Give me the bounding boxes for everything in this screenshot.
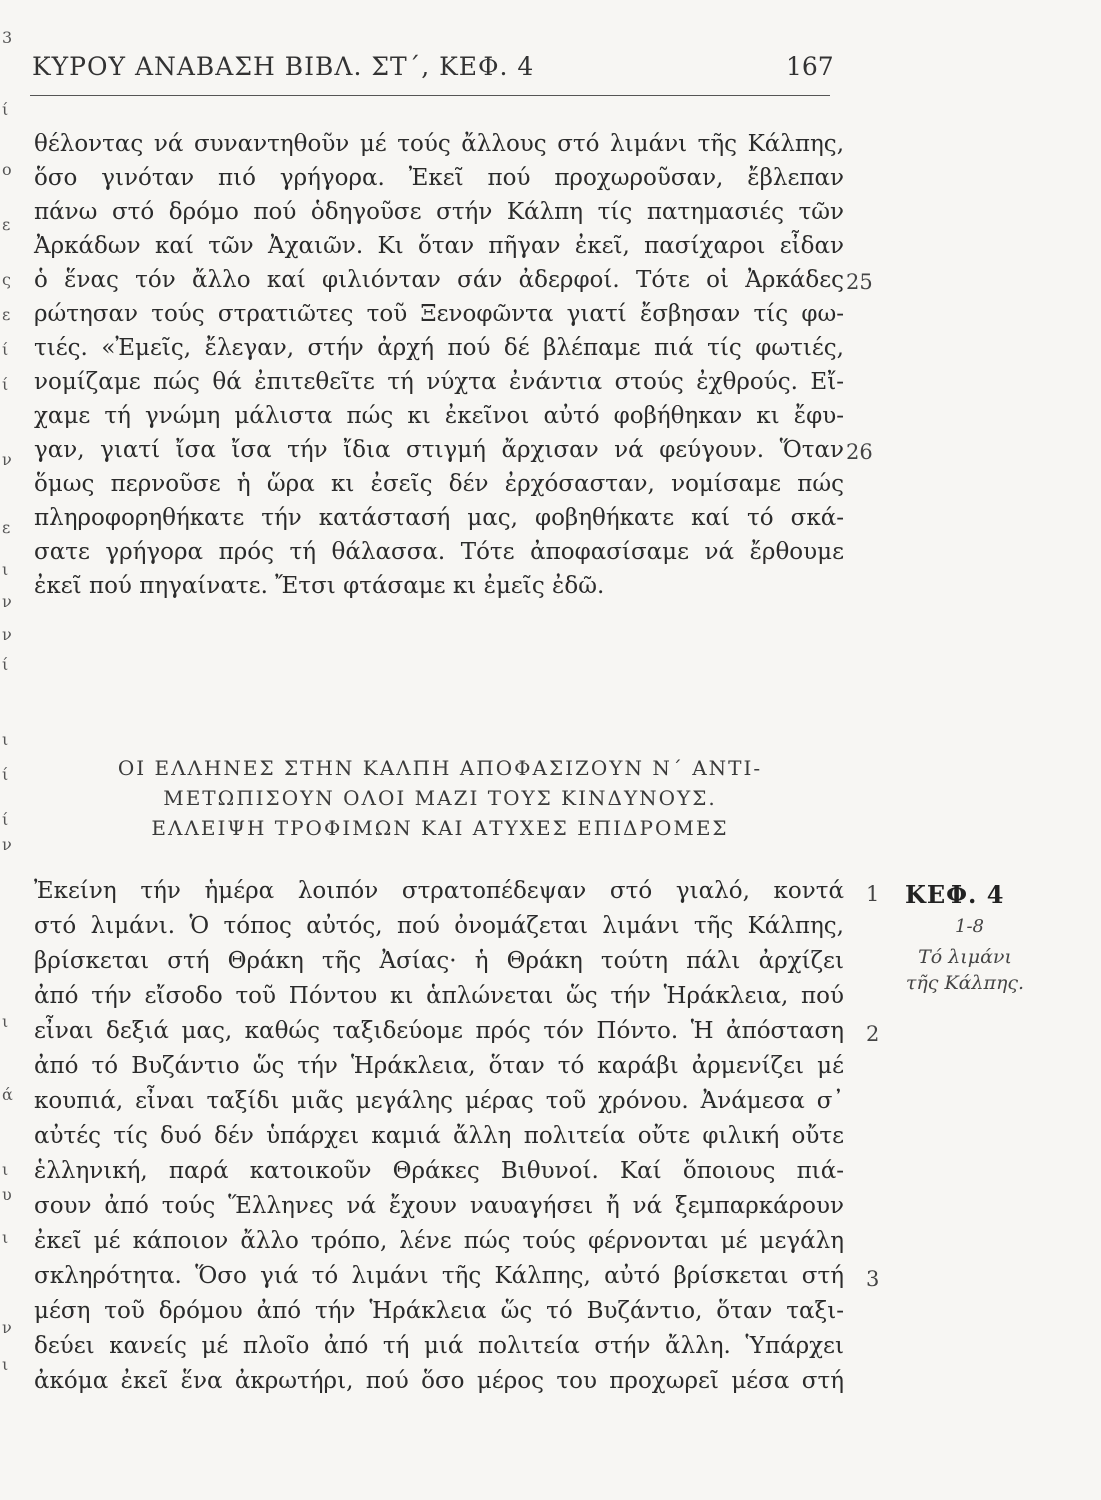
binding-edge-fragment: ν	[2, 592, 12, 611]
binding-edge-fragment: ι	[2, 1355, 9, 1374]
binding-edge-fragment: ο	[2, 160, 12, 179]
binding-edge-fragment: ι	[2, 730, 9, 749]
binding-edge-fragment: ν	[2, 835, 12, 854]
binding-edge-fragment: ά	[2, 1085, 13, 1104]
margin-section-range: 1-8	[955, 916, 984, 937]
text-line: ὅσο γινόταν πιό γρήγορα. Ἐκεῖ πού προχωροῦσαν, ἔβλεπαν	[34, 165, 844, 191]
text-line: στό λιμάνι. Ὁ τόπος αὐτός, πού ὀνομάζεται λιμάνι τῆς Κάλπης,	[34, 913, 844, 939]
binding-edge-fragment: ν	[2, 1318, 12, 1337]
text-line: ρώτησαν τούς στρατιῶτες τοῦ Ξενοφῶντα γιατί ἔσβησαν τίς φω-	[34, 301, 844, 327]
text-line: ὁ ἕνας τόν ἄλλο καί φιλιόνταν σάν ἀδερφοί. Τότε οἱ Ἀρκάδες	[34, 267, 844, 293]
text-line: γαν, γιατί ἴσα ἴσα τήν ἴδια στιγμή ἄρχισαν νά φεύγουν. Ὅταν	[34, 437, 844, 463]
chapter-heading-line-2: ΜΕΤΩΠΙΣΟΥΝ ΟΛΟΙ ΜΑΖΙ ΤΟΥΣ ΚΙΝΔΥΝΟΥΣ.	[163, 786, 717, 810]
text-line: κουπιά, εἶναι ταξίδι μιᾶς μεγάλης μέρας τοῦ χρόνου. Ἀνάμεσα σ᾽	[34, 1088, 844, 1114]
text-line: ἐκεῖ μέ κάποιον ἄλλο τρόπο, λένε πώς τούς φέρνονται μέ μεγάλη	[34, 1228, 844, 1254]
text-line: νομίζαμε πώς θά ἐπιτεθεῖτε τή νύχτα ἐνάντια στούς ἐχθρούς. Εἴ-	[34, 369, 844, 395]
text-line: πάνω στό δρόμο πού ὁδηγοῦσε στήν Κάλπη τίς πατημασιές τῶν	[34, 199, 844, 225]
binding-edge-fragment: ς	[2, 270, 11, 289]
margin-note-line-2: τῆς Κάλπης.	[905, 972, 1025, 994]
binding-edge-fragment: ι	[2, 1228, 9, 1247]
binding-edge-fragment: ε	[2, 215, 11, 234]
text-line: δεύει κανείς μέ πλοῖο ἀπό τή μιά πολιτεία στήν ἄλλη. Ὑπάρχει	[34, 1333, 844, 1359]
section-number-3: 3	[866, 1267, 880, 1291]
chapter-heading-line-3: ΕΛΛΕΙΨΗ ΤΡΟΦΙΜΩΝ ΚΑΙ ΑΤΥΧΕΣ ΕΠΙΔΡΟΜΕΣ	[151, 816, 729, 840]
line-number-26: 26	[846, 440, 873, 464]
page-number: 167	[786, 52, 834, 81]
text-line: σατε γρήγορα πρός τή θάλασσα. Τότε ἀποφασίσαμε νά ἔρθουμε	[34, 539, 844, 565]
binding-edge-fragment: ι	[2, 1012, 9, 1031]
binding-edge-fragment: υ	[2, 1185, 12, 1204]
binding-edge-fragment: ι	[2, 1160, 9, 1179]
binding-edge-fragment: ε	[2, 305, 11, 324]
section-number-2: 2	[866, 1022, 880, 1046]
text-line: χαμε τή γνώμη μάλιστα πώς κι ἐκεῖνοι αὐτό φοβήθηκαν κι ἔφυ-	[34, 403, 844, 429]
binding-edge-fragment: ν	[2, 450, 12, 469]
binding-edge-fragment: ί	[2, 340, 9, 359]
chapter-heading-line-1: ΟΙ ΕΛΛΗΝΕΣ ΣΤΗΝ ΚΑΛΠΗ ΑΠΟΦΑΣΙΖΟΥΝ Ν΄ ΑΝΤΙ-	[117, 756, 763, 780]
binding-edge-fragment: 3	[2, 28, 13, 47]
text-line: σκληρότητα. Ὅσο γιά τό λιμάνι τῆς Κάλπης, αὐτό βρίσκεται στή	[34, 1263, 844, 1289]
binding-edge-fragment: ν	[2, 625, 12, 644]
binding-edge-fragment: ί	[2, 810, 9, 829]
line-number-25: 25	[846, 270, 873, 294]
text-line: ἑλληνική, παρά κατοικοῦν Θράκες Βιθυνοί. Καί ὅποιους πιά-	[34, 1158, 844, 1184]
binding-edge-fragment: ί	[2, 765, 9, 784]
text-line: ἀκόμα ἐκεῖ ἕνα ἀκρωτήρι, πού ὅσο μέρος του προχωρεῖ μέσα στή	[34, 1368, 844, 1394]
text-line: πληροφορηθήκατε τήν κατάστασή μας, φοβηθήκατε καί τό σκά-	[34, 505, 844, 531]
running-header-title: ΚΥΡΟΥ ΑΝΑΒΑΣΗ ΒΙΒΛ. ΣΤ΄, ΚΕΦ. 4	[32, 52, 535, 81]
text-line: θέλοντας νά συναντηθοῦν μέ τούς ἄλλους στό λιμάνι τῆς Κάλπης,	[34, 131, 844, 157]
text-line: σουν ἀπό τούς Ἕλληνες νά ἔχουν ναυαγήσει ἤ νά ξεμπαρκάρουν	[34, 1193, 844, 1219]
text-line: βρίσκεται στή Θράκη τῆς Ἀσίας· ἡ Θράκη τούτη πάλι ἀρχίζει	[34, 948, 844, 974]
margin-note-line-1: Τό λιμάνι	[918, 946, 1012, 968]
section-number-1: 1	[866, 882, 880, 906]
header-rule	[30, 95, 830, 96]
binding-edge-fragment: ί	[2, 375, 9, 394]
text-line: ἀπό τό Βυζάντιο ὥς τήν Ἡράκλεια, ὅταν τό καράβι ἀρμενίζει μέ	[34, 1053, 844, 1079]
margin-chapter-label: ΚΕΦ. 4	[905, 880, 1005, 909]
text-line: μέση τοῦ δρόμου ἀπό τήν Ἡράκλεια ὥς τό Βυζάντιο, ὅταν ταξι-	[34, 1298, 844, 1324]
binding-edge-fragment: ί	[2, 100, 9, 119]
text-line: ὅμως περνοῦσε ἡ ὥρα κι ἐσεῖς δέν ἐρχόσασταν, νομίσαμε πώς	[34, 471, 844, 497]
binding-edge-fragment: ε	[2, 518, 11, 537]
text-line: ἀπό τήν εἴσοδο τοῦ Πόντου κι ἁπλώνεται ὥς τήν Ἡράκλεια, πού	[34, 983, 844, 1009]
binding-edge-fragment: ί	[2, 655, 9, 674]
text-line: εἶναι δεξιά μας, καθώς ταξιδεύομε πρός τόν Πόντο. Ἡ ἀπόσταση	[34, 1018, 844, 1044]
text-line: αὐτές τίς δυό δέν ὑπάρχει καμιά ἄλλη πολιτεία οὔτε φιλική οὔτε	[34, 1123, 844, 1149]
text-line: Ἀρκάδων καί τῶν Ἀχαιῶν. Κι ὅταν πῆγαν ἐκεῖ, πασίχαροι εἶδαν	[34, 233, 844, 259]
binding-edge-fragment: ι	[2, 560, 9, 579]
text-line: Ἐκείνη τήν ἡμέρα λοιπόν στρατοπέδεψαν στό γιαλό, κοντά	[34, 878, 844, 904]
text-line: τιές. «Ἐμεῖς, ἔλεγαν, στήν ἀρχή πού δέ βλέπαμε πιά τίς φωτιές,	[34, 335, 844, 361]
text-line: ἐκεῖ πού πηγαίνατε. Ἔτσι φτάσαμε κι ἐμεῖς ἐδῶ.	[34, 573, 605, 599]
